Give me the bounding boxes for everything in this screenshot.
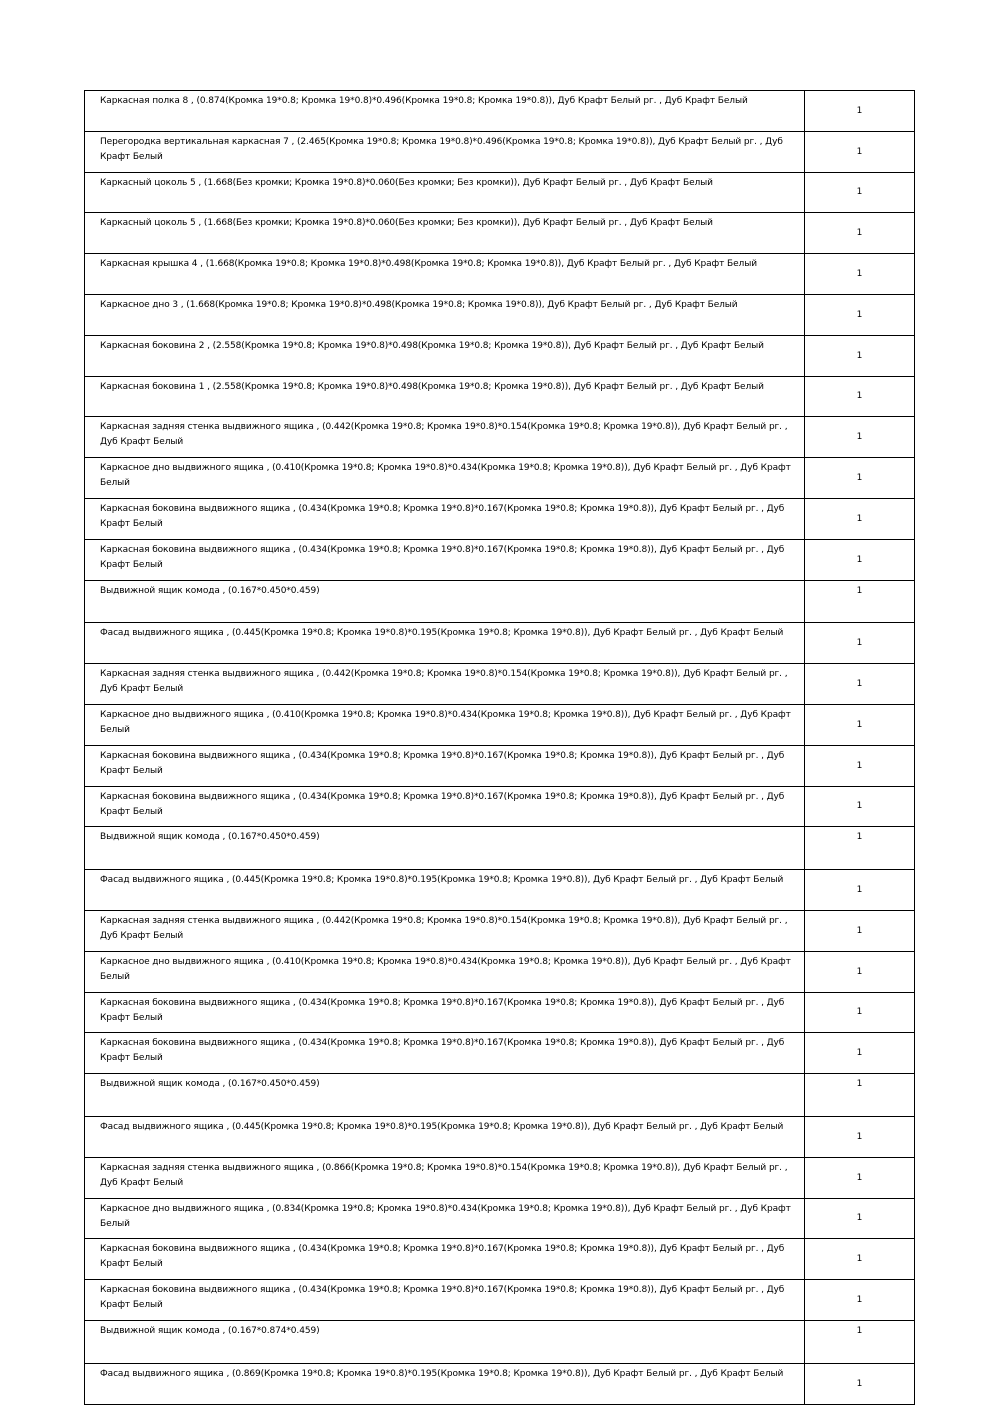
part-quantity: 1: [805, 992, 915, 1033]
table-row: [85, 786, 915, 827]
table-row: [85, 254, 915, 295]
part-description: Фасад выдвижного ящика , (0.869(Кромка 19*0.8; Кромка 19*0.8)*0.195(Кромка 19*0.8; Кромка 19*0.8)), Дуб Крафт Белый рг. , Дуб Крафт Белый: [85, 1363, 805, 1404]
part-quantity: 1: [805, 1116, 915, 1157]
part-quantity: 1: [805, 376, 915, 417]
part-description: Каркасное дно выдвижного ящика , (0.410(Кромка 19*0.8; Кромка 19*0.8)*0.434(Кромка 19*0.8; Кромка 19*0.8)), Дуб Крафт Белый рг. , Дуб Крафт Белый: [85, 951, 805, 992]
part-quantity: 1: [805, 580, 915, 623]
part-description: Каркасная боковина выдвижного ящика , (0.434(Кромка 19*0.8; Кромка 19*0.8)*0.167(Кромка 19*0.8; Кромка 19*0.8)), Дуб Крафт Белый рг. , Дуб Крафт Белый: [85, 1239, 805, 1280]
table-row: [85, 131, 915, 172]
part-quantity: 1: [805, 417, 915, 458]
part-description: Каркасная боковина выдвижного ящика , (0.434(Кромка 19*0.8; Кромка 19*0.8)*0.167(Кромка 19*0.8; Кромка 19*0.8)), Дуб Крафт Белый рг. , Дуб Крафт Белый: [85, 1280, 805, 1321]
part-description: Выдвижной ящик комода , (0.167*0.450*0.459): [85, 580, 805, 623]
table-row: [85, 172, 915, 213]
part-description: Каркасная задняя стенка выдвижного ящика , (0.442(Кромка 19*0.8; Кромка 19*0.8)*0.154(Кромка 19*0.8; Кромка 19*0.8)), Дуб Крафт Белый рг. , Дуб Крафт Белый: [85, 910, 805, 951]
part-quantity: 1: [805, 1074, 915, 1117]
table-row: [85, 910, 915, 951]
part-description: Каркасная боковина 2 , (2.558(Кромка 19*0.8; Кромка 19*0.8)*0.498(Кромка 19*0.8; Кромка 19*0.8)), Дуб Крафт Белый рг. , Дуб Крафт Белый: [85, 335, 805, 376]
part-quantity: 1: [805, 213, 915, 254]
table-row: [85, 664, 915, 705]
part-description: Перегородка вертикальная каркасная 7 , (2.465(Кромка 19*0.8; Кромка 19*0.8)*0.496(Кромка 19*0.8; Кромка 19*0.8)), Дуб Крафт Белый рг. , Дуб Крафт Белый: [85, 131, 805, 172]
parts-table-body: [85, 91, 915, 1405]
part-quantity: 1: [805, 1239, 915, 1280]
part-description: Выдвижной ящик комода , (0.167*0.874*0.459): [85, 1320, 805, 1363]
part-quantity: 1: [805, 294, 915, 335]
table-row: [85, 498, 915, 539]
part-description: Выдвижной ящик комода , (0.167*0.450*0.459): [85, 1074, 805, 1117]
part-description: Фасад выдвижного ящика , (0.445(Кромка 19*0.8; Кромка 19*0.8)*0.195(Кромка 19*0.8; Кромка 19*0.8)), Дуб Крафт Белый рг. , Дуб Крафт Белый: [85, 1116, 805, 1157]
table-row: [85, 539, 915, 580]
part-quantity: 1: [805, 539, 915, 580]
part-quantity: 1: [805, 1280, 915, 1321]
table-row: [85, 623, 915, 664]
table-row: [85, 951, 915, 992]
part-description: Каркасная боковина выдвижного ящика , (0.434(Кромка 19*0.8; Кромка 19*0.8)*0.167(Кромка 19*0.8; Кромка 19*0.8)), Дуб Крафт Белый рг. , Дуб Крафт Белый: [85, 745, 805, 786]
part-quantity: 1: [805, 870, 915, 911]
table-row: [85, 1033, 915, 1074]
table-row: [85, 1116, 915, 1157]
table-row: [85, 704, 915, 745]
part-quantity: 1: [805, 1363, 915, 1404]
part-quantity: 1: [805, 745, 915, 786]
part-quantity: 1: [805, 623, 915, 664]
part-quantity: 1: [805, 131, 915, 172]
part-quantity: 1: [805, 1198, 915, 1239]
part-description: Каркасное дно выдвижного ящика , (0.410(Кромка 19*0.8; Кромка 19*0.8)*0.434(Кромка 19*0.8; Кромка 19*0.8)), Дуб Крафт Белый рг. , Дуб Крафт Белый: [85, 458, 805, 499]
part-description: Каркасный цоколь 5 , (1.668(Без кромки; Кромка 19*0.8)*0.060(Без кромки; Без кромки)), Дуб Крафт Белый рг. , Дуб Крафт Белый: [85, 172, 805, 213]
table-row: [85, 417, 915, 458]
table-row: [85, 294, 915, 335]
part-quantity: 1: [805, 786, 915, 827]
part-quantity: 1: [805, 458, 915, 499]
table-row: [85, 1157, 915, 1198]
table-row: [85, 91, 915, 132]
part-quantity: 1: [805, 664, 915, 705]
part-description: Каркасная задняя стенка выдвижного ящика , (0.442(Кромка 19*0.8; Кромка 19*0.8)*0.154(Кромка 19*0.8; Кромка 19*0.8)), Дуб Крафт Белый рг. , Дуб Крафт Белый: [85, 417, 805, 458]
part-description: Выдвижной ящик комода , (0.167*0.450*0.459): [85, 827, 805, 870]
part-quantity: 1: [805, 498, 915, 539]
part-description: Каркасная боковина 1 , (2.558(Кромка 19*0.8; Кромка 19*0.8)*0.498(Кромка 19*0.8; Кромка 19*0.8)), Дуб Крафт Белый рг. , Дуб Крафт Белый: [85, 376, 805, 417]
part-description: Каркасная боковина выдвижного ящика , (0.434(Кромка 19*0.8; Кромка 19*0.8)*0.167(Кромка 19*0.8; Кромка 19*0.8)), Дуб Крафт Белый рг. , Дуб Крафт Белый: [85, 1033, 805, 1074]
part-description: Каркасная боковина выдвижного ящика , (0.434(Кромка 19*0.8; Кромка 19*0.8)*0.167(Кромка 19*0.8; Кромка 19*0.8)), Дуб Крафт Белый рг. , Дуб Крафт Белый: [85, 992, 805, 1033]
part-quantity: 1: [805, 335, 915, 376]
table-row: [85, 376, 915, 417]
table-row: [85, 1198, 915, 1239]
table-row: [85, 745, 915, 786]
table-row: [85, 1320, 915, 1363]
part-quantity: 1: [805, 827, 915, 870]
table-row: [85, 870, 915, 911]
parts-table: [84, 90, 915, 1405]
part-description: Каркасная боковина выдвижного ящика , (0.434(Кромка 19*0.8; Кромка 19*0.8)*0.167(Кромка 19*0.8; Кромка 19*0.8)), Дуб Крафт Белый рг. , Дуб Крафт Белый: [85, 539, 805, 580]
table-row: [85, 335, 915, 376]
part-description: Каркасное дно выдвижного ящика , (0.410(Кромка 19*0.8; Кромка 19*0.8)*0.434(Кромка 19*0.8; Кромка 19*0.8)), Дуб Крафт Белый рг. , Дуб Крафт Белый: [85, 704, 805, 745]
part-quantity: 1: [805, 172, 915, 213]
part-description: Каркасное дно 3 , (1.668(Кромка 19*0.8; Кромка 19*0.8)*0.498(Кромка 19*0.8; Кромка 19*0.8)), Дуб Крафт Белый рг. , Дуб Крафт Белый: [85, 294, 805, 335]
part-quantity: 1: [805, 704, 915, 745]
table-row: [85, 827, 915, 870]
part-quantity: 1: [805, 1033, 915, 1074]
table-row: [85, 458, 915, 499]
table-row: [85, 1074, 915, 1117]
table-row: [85, 580, 915, 623]
part-description: Каркасное дно выдвижного ящика , (0.834(Кромка 19*0.8; Кромка 19*0.8)*0.434(Кромка 19*0.8; Кромка 19*0.8)), Дуб Крафт Белый рг. , Дуб Крафт Белый: [85, 1198, 805, 1239]
part-quantity: 1: [805, 91, 915, 132]
part-description: Фасад выдвижного ящика , (0.445(Кромка 19*0.8; Кромка 19*0.8)*0.195(Кромка 19*0.8; Кромка 19*0.8)), Дуб Крафт Белый рг. , Дуб Крафт Белый: [85, 870, 805, 911]
table-row: [85, 1363, 915, 1404]
part-description: Каркасная задняя стенка выдвижного ящика , (0.866(Кромка 19*0.8; Кромка 19*0.8)*0.154(Кромка 19*0.8; Кромка 19*0.8)), Дуб Крафт Белый рг. , Дуб Крафт Белый: [85, 1157, 805, 1198]
part-description: Фасад выдвижного ящика , (0.445(Кромка 19*0.8; Кромка 19*0.8)*0.195(Кромка 19*0.8; Кромка 19*0.8)), Дуб Крафт Белый рг. , Дуб Крафт Белый: [85, 623, 805, 664]
table-row: [85, 1280, 915, 1321]
part-description: Каркасная полка 8 , (0.874(Кромка 19*0.8; Кромка 19*0.8)*0.496(Кромка 19*0.8; Кромка 19*0.8)), Дуб Крафт Белый рг. , Дуб Крафт Белый: [85, 91, 805, 132]
part-quantity: 1: [805, 910, 915, 951]
part-description: Каркасная боковина выдвижного ящика , (0.434(Кромка 19*0.8; Кромка 19*0.8)*0.167(Кромка 19*0.8; Кромка 19*0.8)), Дуб Крафт Белый рг. , Дуб Крафт Белый: [85, 786, 805, 827]
table-row: [85, 1239, 915, 1280]
part-description: Каркасный цоколь 5 , (1.668(Без кромки; Кромка 19*0.8)*0.060(Без кромки; Без кромки)), Дуб Крафт Белый рг. , Дуб Крафт Белый: [85, 213, 805, 254]
part-description: Каркасная задняя стенка выдвижного ящика , (0.442(Кромка 19*0.8; Кромка 19*0.8)*0.154(Кромка 19*0.8; Кромка 19*0.8)), Дуб Крафт Белый рг. , Дуб Крафт Белый: [85, 664, 805, 705]
part-description: Каркасная крышка 4 , (1.668(Кромка 19*0.8; Кромка 19*0.8)*0.498(Кромка 19*0.8; Кромка 19*0.8)), Дуб Крафт Белый рг. , Дуб Крафт Белый: [85, 254, 805, 295]
table-row: [85, 213, 915, 254]
part-quantity: 1: [805, 951, 915, 992]
table-row: [85, 992, 915, 1033]
part-quantity: 1: [805, 1157, 915, 1198]
part-quantity: 1: [805, 1320, 915, 1363]
part-description: Каркасная боковина выдвижного ящика , (0.434(Кромка 19*0.8; Кромка 19*0.8)*0.167(Кромка 19*0.8; Кромка 19*0.8)), Дуб Крафт Белый рг. , Дуб Крафт Белый: [85, 498, 805, 539]
part-quantity: 1: [805, 254, 915, 295]
